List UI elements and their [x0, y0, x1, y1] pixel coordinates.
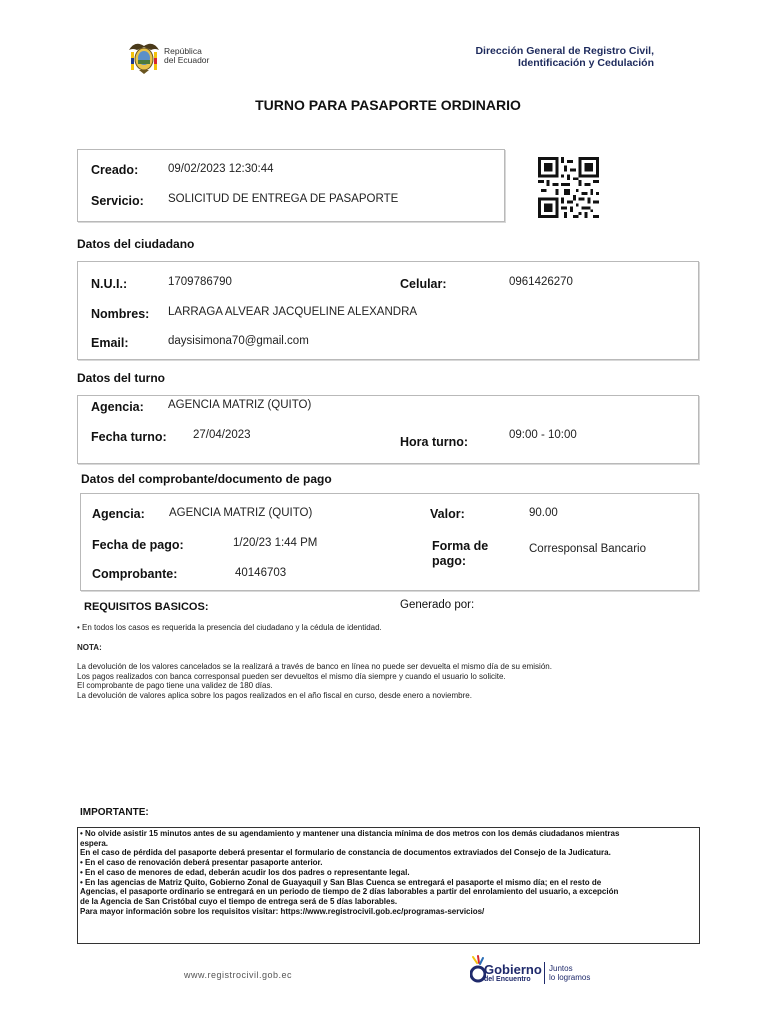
- importante-line: • En las agencias de Matriz Quito, Gobierno Zonal de Guayaquil y San Blas Cuenca se entregará el pasaporte el mismo día; en el resto de: [80, 877, 602, 887]
- agency-name: [475, 45, 654, 69]
- nota-line: Los pagos realizados con banca corresponsal pueden ser devueltos el mismo día siempre y cuando el usuario lo solicite.: [77, 671, 506, 681]
- turno-agencia-value: AGENCIA MATRIZ (QUITO): [168, 399, 312, 411]
- forma-pago-label-line2: pago:: [432, 554, 467, 568]
- pago-agencia-label: Agencia:: [92, 507, 145, 521]
- importante-line: • En el caso de renovación deberá presentar pasaporte anterior.: [80, 858, 323, 868]
- fecha-pago-value: 1/20/23 1:44 PM: [233, 537, 318, 549]
- importante-line: • En el caso de menores de edad, deberán acudir los dos padres o representante legal.: [80, 867, 410, 877]
- nota-line: La devolución de los valores cancelados se la realizará a través de banco en línea no puede ser devuelta el mismo día de su emisión.: [77, 662, 552, 671]
- logo-text-line1: República: [164, 46, 202, 56]
- gobierno-wordmark: [484, 963, 542, 984]
- comprobante-label: Comprobante:: [92, 567, 178, 581]
- footer-url: www.registrocivil.gob.ec: [184, 970, 293, 980]
- agency-name-line1: Dirección General de Registro Civil,: [475, 45, 654, 57]
- creado-value: 09/02/2023 12:30:44: [168, 163, 274, 175]
- slogan-line1: Juntos: [549, 964, 573, 973]
- pago-section-title: Datos del comprobante/documento de pago: [81, 472, 332, 486]
- nui-label: N.U.I.:: [91, 277, 128, 291]
- generado-por-label: Generado por:: [400, 599, 475, 611]
- importante-text: [78, 828, 699, 917]
- importante-line: Para mayor información sobre los requisitos visitar: https://www.registrocivil.gob.ec/programas-servicios/: [80, 906, 485, 916]
- importante-line: de la Agencia de San Cristóbal cuyo el tiempo de entrega será de 5 días laborables.: [80, 896, 398, 906]
- forma-pago-label: [432, 539, 488, 569]
- celular-label: Celular:: [400, 277, 447, 291]
- importante-line: En el caso de pérdida del pasaporte deberá presentar el formulario de constancia de documentos extraviados del Consejo de la Judicatura.: [80, 848, 611, 858]
- nota-text: [77, 662, 697, 701]
- comprobante-value: 40146703: [235, 567, 287, 579]
- page-title: TURNO PARA PASAPORTE ORDINARIO: [255, 97, 521, 113]
- nui-value: 1709786790: [168, 276, 232, 288]
- gobierno-divider: [544, 962, 545, 984]
- forma-pago-value: Corresponsal Bancario: [529, 543, 646, 555]
- slogan-line2: lo logramos: [549, 973, 591, 982]
- hora-turno-value: 09:00 - 10:00: [509, 429, 577, 441]
- importante-line: Agencias, el pasaporte ordinario se entregará en un periodo de tiempo de 2 días laborables a partir del enrolamiento del usuario, a excepción: [80, 887, 619, 897]
- agency-name-line2: Identificación y Cedulación: [518, 57, 654, 69]
- qr-code: [537, 157, 600, 218]
- fecha-turno-value: 27/04/2023: [193, 429, 251, 441]
- importante-line: • No olvide asistir 15 minutos antes de su agendamiento y mantener una distancia mínima de dos metros con los demás ciudadanos mientras: [80, 829, 620, 838]
- valor-label: Valor:: [430, 507, 465, 521]
- requisitos-title: REQUISITOS BASICOS:: [84, 601, 209, 613]
- fecha-turno-label: Fecha turno:: [91, 430, 167, 444]
- nota-title: NOTA:: [77, 643, 102, 652]
- servicio-value: SOLICITUD DE ENTREGA DE PASAPORTE: [168, 193, 399, 205]
- hora-turno-label: Hora turno:: [400, 435, 469, 449]
- creado-label: Creado:: [91, 163, 139, 177]
- gobierno-logo: [470, 952, 600, 992]
- turno-section-title: Datos del turno: [77, 371, 166, 385]
- ciudadano-section-title: Datos del ciudadano: [77, 237, 195, 251]
- servicio-label: Servicio:: [91, 194, 144, 208]
- requisitos-bullet: • En todos los casos es requerida la presencia del ciudadano y la cédula de identidad.: [77, 623, 382, 632]
- service-info-box: [77, 149, 505, 222]
- email-value: daysisimona70@gmail.com: [168, 335, 309, 347]
- email-label: Email:: [91, 336, 129, 350]
- turno-agencia-label: Agencia:: [91, 400, 144, 414]
- logo-text-line2: del Ecuador: [164, 55, 210, 65]
- nota-line: El comprobante de pago tiene una validez de 180 días.: [77, 681, 273, 691]
- coat-of-arms-logo: [125, 38, 163, 76]
- fecha-pago-label: Fecha de pago:: [92, 538, 184, 552]
- header: [0, 0, 768, 90]
- importante-line: espera.: [80, 838, 109, 848]
- logo-text: [164, 47, 209, 65]
- valor-value: 90.00: [529, 507, 558, 519]
- importante-box: [77, 827, 700, 944]
- gobierno-line1: Gobierno: [484, 962, 542, 977]
- nota-line: La devolución de valores aplica sobre los pagos realizados en el año fiscal en curso, desde enero a noviembre.: [77, 691, 472, 701]
- importante-title: IMPORTANTE:: [80, 807, 149, 818]
- nombres-label: Nombres:: [91, 307, 150, 321]
- pago-agencia-value: AGENCIA MATRIZ (QUITO): [169, 507, 313, 519]
- celular-value: 0961426270: [509, 276, 573, 288]
- gobierno-slogan: [549, 964, 590, 982]
- forma-pago-label-line1: Forma de: [432, 539, 489, 553]
- gobierno-line2: del Encuentro: [484, 976, 531, 983]
- nombres-value: LARRAGA ALVEAR JACQUELINE ALEXANDRA: [168, 306, 418, 318]
